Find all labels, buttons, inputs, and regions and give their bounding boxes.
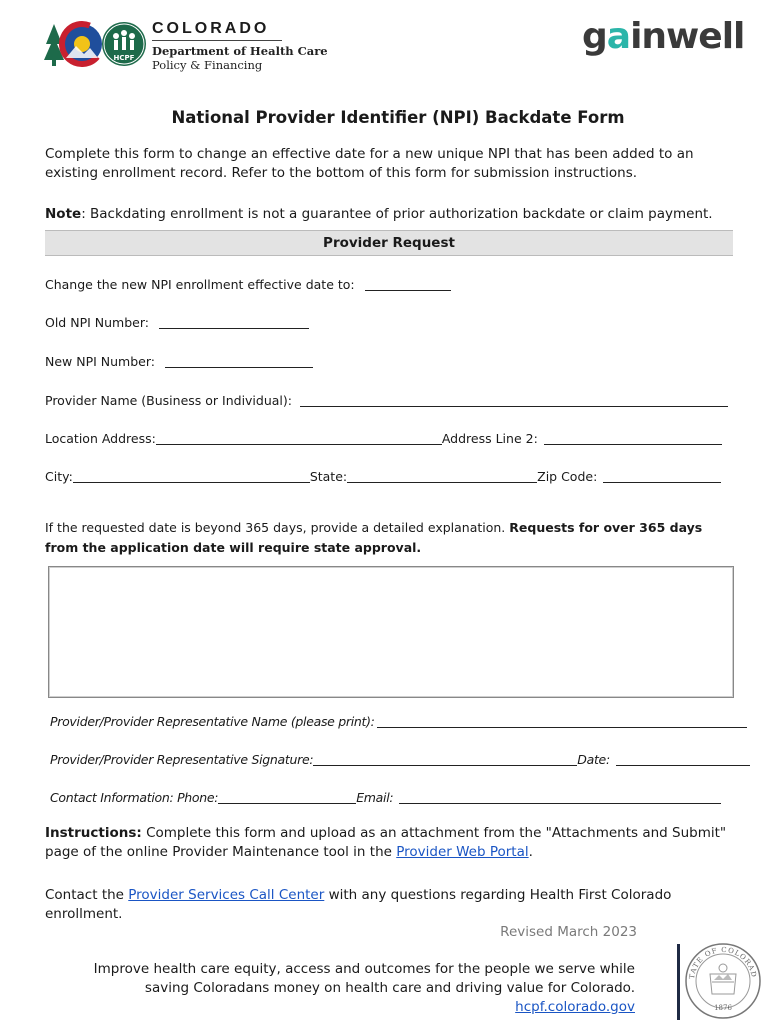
note-body: : Backdating enrollment is not a guarantee of prior authorization backdate or claim payment. <box>81 206 713 222</box>
effective-date-input[interactable] <box>365 278 451 291</box>
contact-text-1: Contact the <box>45 887 129 903</box>
note-label: Note <box>45 206 82 222</box>
provider-name-label: Provider Name (Business or Individual): <box>45 393 292 408</box>
zip-input[interactable] <box>603 470 721 483</box>
colorado-logo <box>44 20 148 72</box>
gainwell-logo-g: g <box>582 16 607 57</box>
gainwell-logo-rest: inwell <box>630 16 745 57</box>
gainwell-logo <box>582 16 744 57</box>
city-state-zip-row <box>45 469 721 484</box>
instructions-label: Instructions: <box>45 825 142 841</box>
dept-line-1: Department of Health Care <box>152 44 328 58</box>
provider-name-input[interactable] <box>300 394 728 407</box>
note-text <box>45 205 745 224</box>
department-wordmark <box>152 20 328 72</box>
seal-year: 1876 <box>714 1004 732 1012</box>
state-input[interactable] <box>347 470 537 483</box>
hcpf-badge-text: HCPF <box>113 54 135 62</box>
footer-mission <box>60 960 635 1017</box>
contact-text-2: with any questions regarding Health First Colorado enrollment. <box>45 887 672 922</box>
footer-divider <box>677 944 680 1020</box>
rep-name-input[interactable] <box>377 715 747 728</box>
old-npi-label: Old NPI Number: <box>45 315 149 330</box>
page-title: National Provider Identifier (NPI) Backdate Form <box>171 108 625 127</box>
phone-label: Contact Information: Phone: <box>50 790 219 805</box>
hcpf-badge-icon <box>102 22 146 66</box>
rep-name-label: Provider/Provider Representative Name (please print): <box>50 714 375 729</box>
date-label: Date: <box>577 752 610 767</box>
new-npi-label: New NPI Number: <box>45 354 155 369</box>
location-address-input[interactable] <box>156 432 442 445</box>
rep-name-row <box>50 714 747 729</box>
revision-date: Revised March 2023 <box>500 924 637 940</box>
rep-signature-row <box>50 752 750 767</box>
new-npi-input[interactable] <box>165 355 313 368</box>
gainwell-logo-mark: a <box>606 16 631 57</box>
submission-instructions <box>45 824 745 862</box>
email-input[interactable] <box>399 791 721 804</box>
footer-line-2: saving Coloradans money on health care and driving value for Colorado. <box>144 980 635 996</box>
instructions-text-2: . <box>528 844 533 860</box>
dept-line-2: Policy & Financing <box>152 58 263 72</box>
email-label: Email: <box>356 790 394 805</box>
section-header-provider-request: Provider Request <box>45 230 733 256</box>
seal-text: TATE OF COLORAD <box>688 945 758 980</box>
explanation-bold: Requests for over 365 days from the application date will require state approval. <box>45 520 703 555</box>
effective-date-row <box>45 277 451 292</box>
address-line2-label: Address Line 2: <box>441 431 538 446</box>
rep-signature-input[interactable] <box>313 753 577 766</box>
explanation-instructions <box>45 518 735 558</box>
new-npi-row <box>45 354 313 369</box>
instructions-text-1: Complete this form and upload as an attachment from the "Attachments and Submit" page of the online Provider Maintenance tool in the <box>45 825 727 860</box>
department-name <box>152 44 328 72</box>
footer-line-1: Improve health care equity, access and outcomes for the people we serve while <box>93 961 635 977</box>
provider-web-portal-link[interactable]: Provider Web Portal <box>396 844 529 860</box>
phone-input[interactable] <box>218 791 356 804</box>
contact-text <box>45 886 685 924</box>
colorado-c-icon <box>54 20 110 68</box>
address-row <box>45 431 722 446</box>
contact-info-row <box>50 790 721 805</box>
zip-label: Zip Code: <box>537 469 598 484</box>
effective-date-label: Change the new NPI enrollment effective date to: <box>45 277 355 292</box>
hcpf-website-link[interactable]: hcpf.colorado.gov <box>515 999 635 1015</box>
city-input[interactable] <box>73 470 310 483</box>
state-seal-icon <box>684 942 762 1024</box>
old-npi-input[interactable] <box>159 316 309 329</box>
old-npi-row <box>45 315 309 330</box>
rep-signature-label: Provider/Provider Representative Signature: <box>50 752 314 767</box>
city-label: City: <box>45 469 73 484</box>
date-input[interactable] <box>616 753 750 766</box>
explanation-textarea[interactable] <box>48 566 734 698</box>
colorado-title: COLORADO <box>152 20 270 37</box>
explanation-text: If the requested date is beyond 365 days, provide a detailed explanation. <box>45 520 510 535</box>
provider-services-call-center-link[interactable]: Provider Services Call Center <box>128 887 325 903</box>
address-line2-input[interactable] <box>544 432 722 445</box>
state-label: State: <box>309 469 348 484</box>
intro-text: Complete this form to change an effective date for a new unique NPI that has been added to an existing enrollment record. Refer to the bottom of this form for submission instructions. <box>45 146 694 181</box>
provider-name-row <box>45 393 728 408</box>
wordmark-divider <box>152 40 282 41</box>
location-address-label: Location Address: <box>45 431 156 446</box>
